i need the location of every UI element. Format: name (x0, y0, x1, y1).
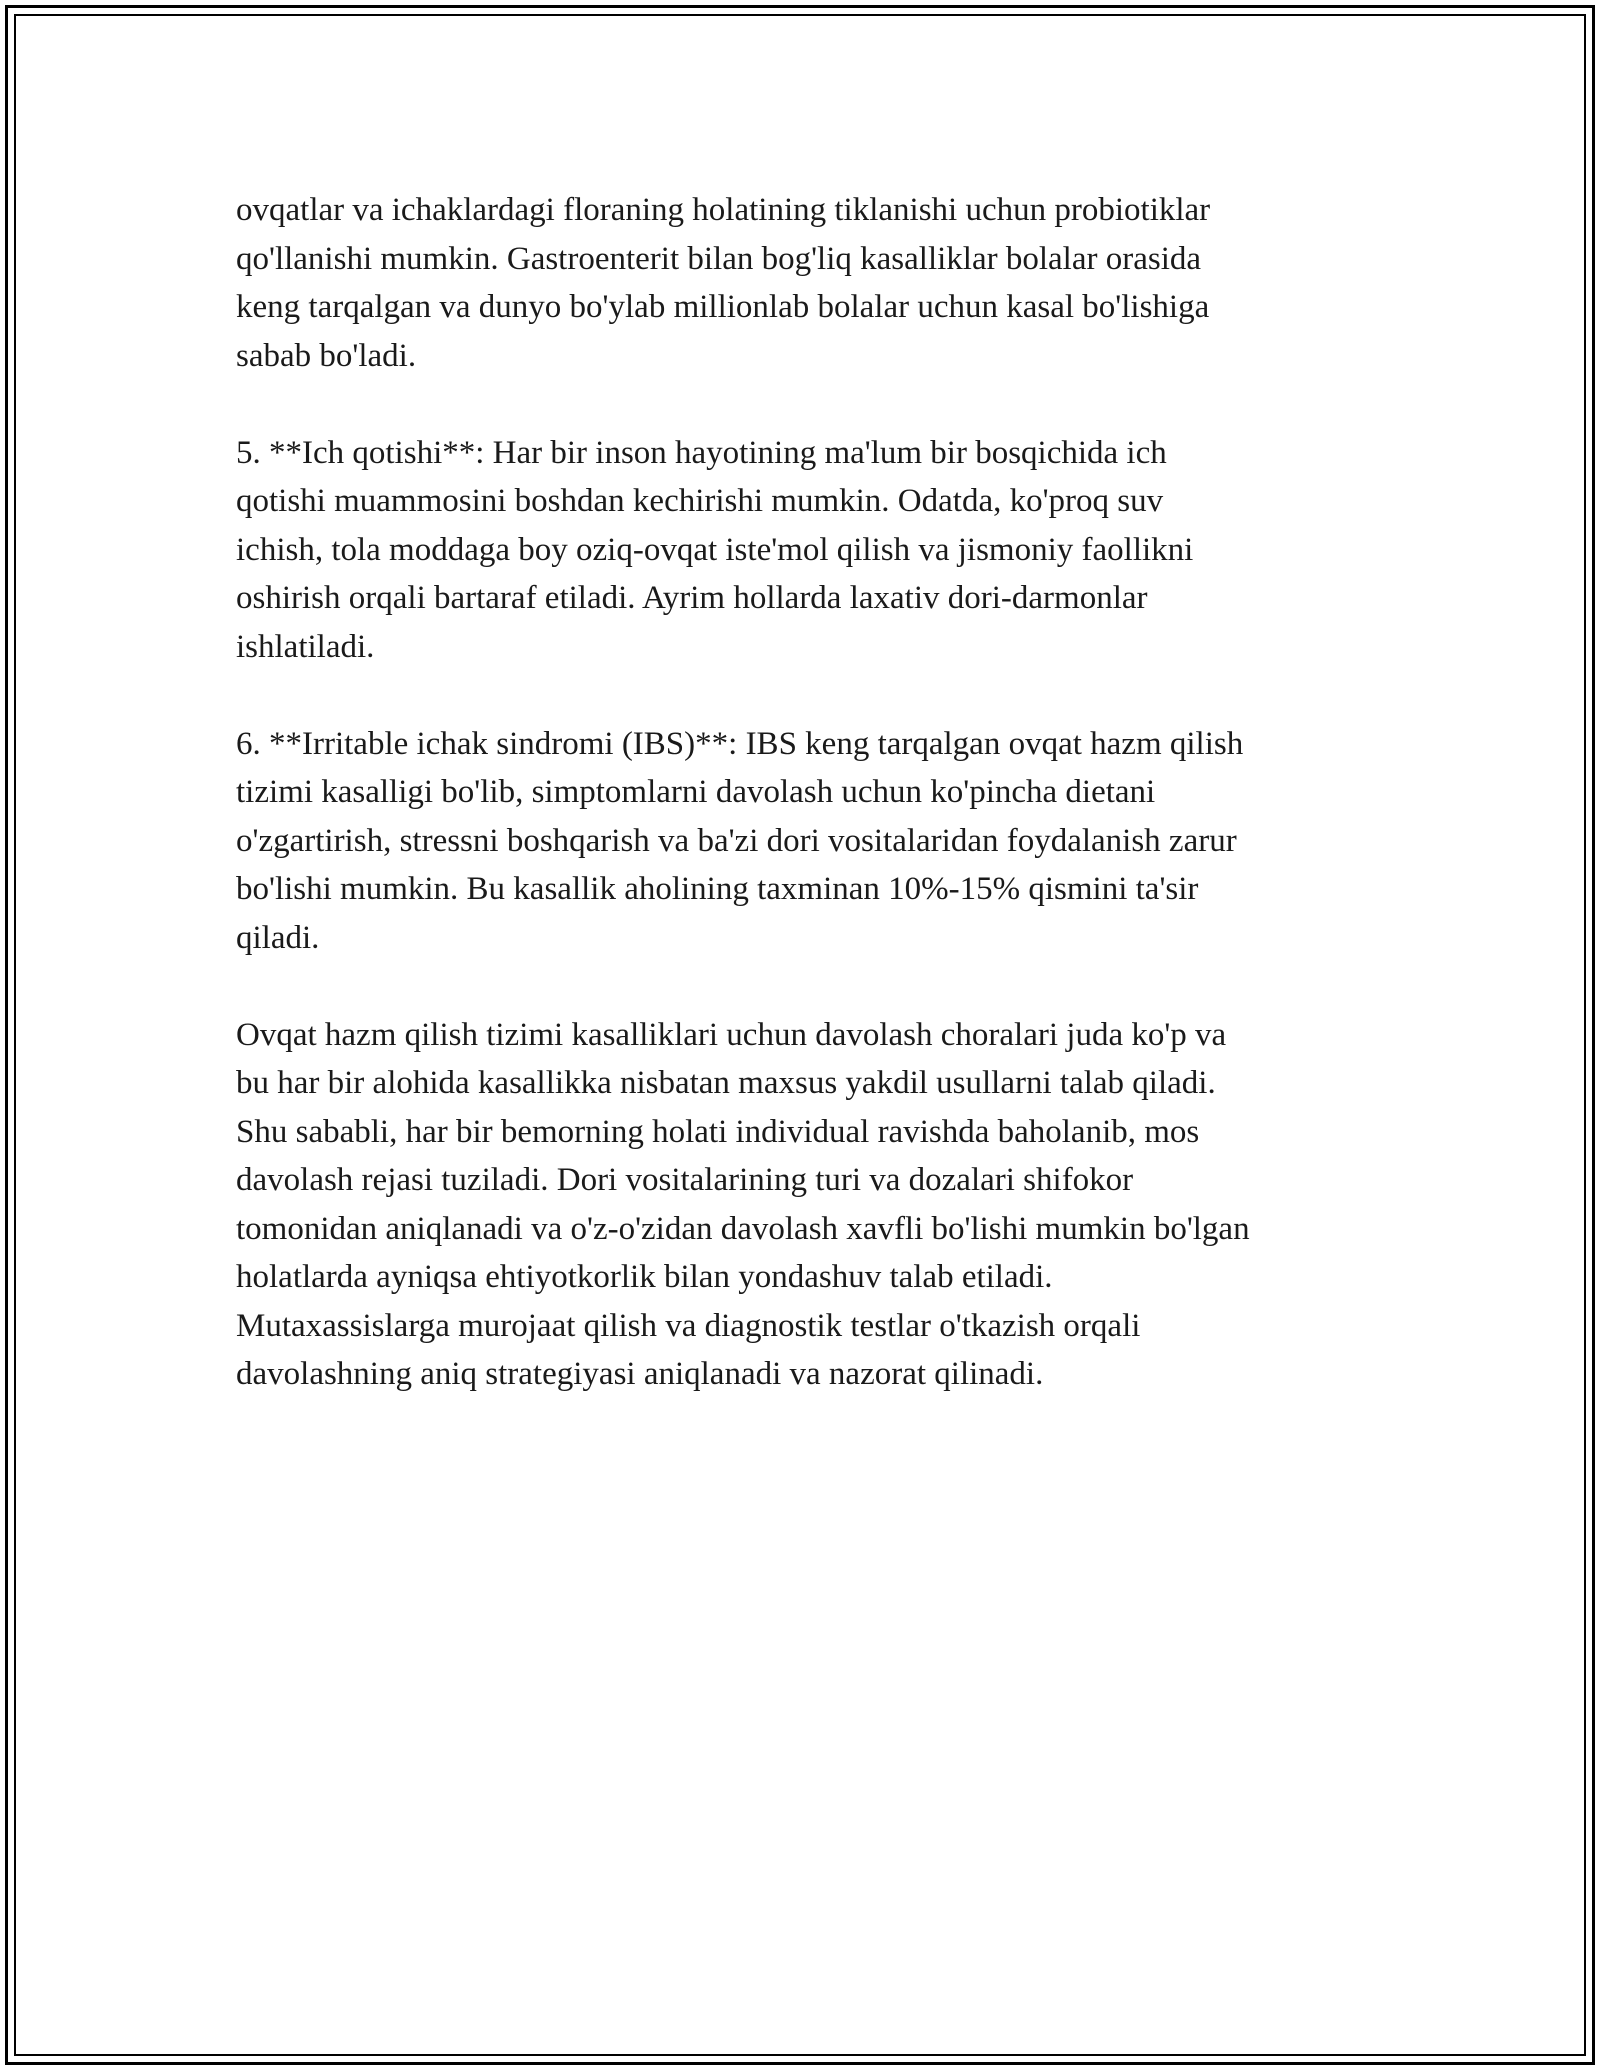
paragraph-gastroenteritis-continuation: ovqatlar va ichaklardagi floraning holatining tiklanishi uchun probiotiklar qo'llanishi mumkin. Gastroenterit bilan bog'liq kasalliklar bolalar orasida keng tarqalgan va dunyo bo'ylab millionlab bolalar uchun kasal bo'lishiga sabab bo'ladi. (236, 192, 1211, 374)
paragraph-ibs: 6. **Irritable ichak sindromi (IBS)**: IBS keng tarqalgan ovqat hazm qilish tizimi kasalligi bo'lib, simptomlarni davolash uchun ko'pincha dietani o'zgartirish, stressni boshqarish va ba'zi dori vositalaridan foydalanish zarur bo'lishi mumkin. Bu kasallik aholining taxminan 10%-15% qismini ta'sir qiladi. (236, 725, 1244, 956)
paragraph-constipation: 5. **Ich qotishi**: Har bir inson hayotining ma'lum bir bosqichida ich qotishi muammosini boshdan kechirishi mumkin. Odatda, ko'proq suv ichish, tola moddaga boy oziq-ovqat iste'mol qilish va jismoniy faollikni oshirish orqali bartaraf etiladi. Ayrim hollarda laxativ dori-darmonlar ishlatiladi. (236, 434, 1194, 665)
paragraph-treatment-summary: Ovqat hazm qilish tizimi kasalliklari uchun davolash choralari juda ko'p va bu har bir alohida kasallikka nisbatan maxsus yakdil usullarni talab qiladi. Shu sababli, har bir bemorning holati individual ravishda baholanib, mos davolash rejasi tuziladi. Dori vositalarining turi va dozalari shifokor tomonidan aniqlanadi va o'z-o'zidan davolash xavfli bo'lishi mumkin bo'lgan holatlarda ayniqsa ehtiyotkorlik bilan yondashuv talab etiladi. Mutaxassislarga murojaat qilish va diagnostik testlar o'tkazish orqali davolashning aniq strategiyasi aniqlanadi va nazorat qilinadi. (236, 1016, 1250, 1392)
document-body (236, 186, 1416, 1447)
